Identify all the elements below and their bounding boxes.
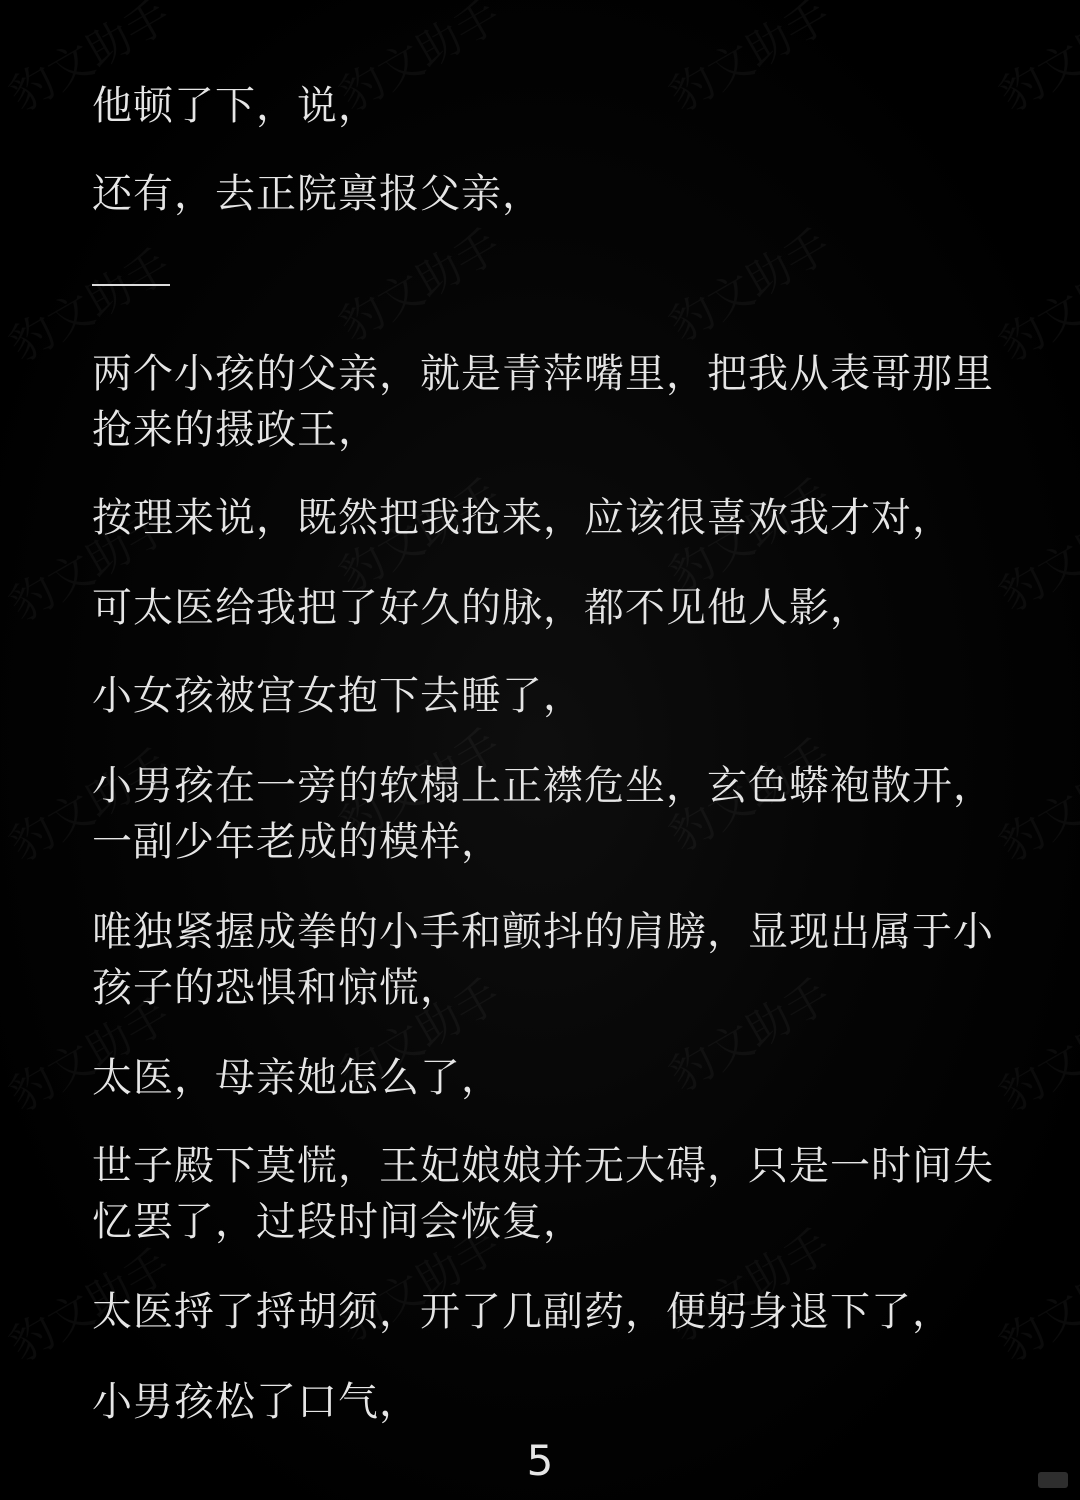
paragraph: 太医，母亲她怎么了， [92,1055,502,1101]
paragraph: 世子殿下莫慌，王妃娘娘并无大碍，只是一时间失忆罢了，过段时间会恢复， [92,1143,994,1245]
paragraph: 小男孩在一旁的软榻上正襟危坐，玄色蟒袍散开，一副少年老成的模样， [92,763,994,865]
paragraph: 还有，去正院禀报父亲， [92,171,543,217]
paragraph: 可太医给我把了好久的脉，都不见他人影， [92,585,871,631]
paragraph: 小男孩松了口气， [92,1379,420,1425]
paragraph: 他顿了下，说， [92,83,379,129]
paragraph: 小女孩被宫女抱下去睡了， [92,673,584,719]
paragraph: 两个小孩的父亲，就是青萍嘴里，把我从表哥那里抢来的摄政王， [92,351,994,453]
paragraph: 按理来说，既然把我抢来，应该很喜欢我才对， [92,495,953,541]
paragraph: 唯独紧握成拳的小手和颤抖的肩膀，显现出属于小孩子的恐惧和惊慌， [92,909,994,1011]
platform-logo-icon [1038,1472,1068,1488]
watermark [656,210,840,353]
watermark [326,210,510,353]
page-number: 5 [526,1436,554,1485]
paragraph: 太医捋了捋胡须，开了几副药，便躬身退下了， [92,1289,953,1335]
section-divider [92,284,170,286]
